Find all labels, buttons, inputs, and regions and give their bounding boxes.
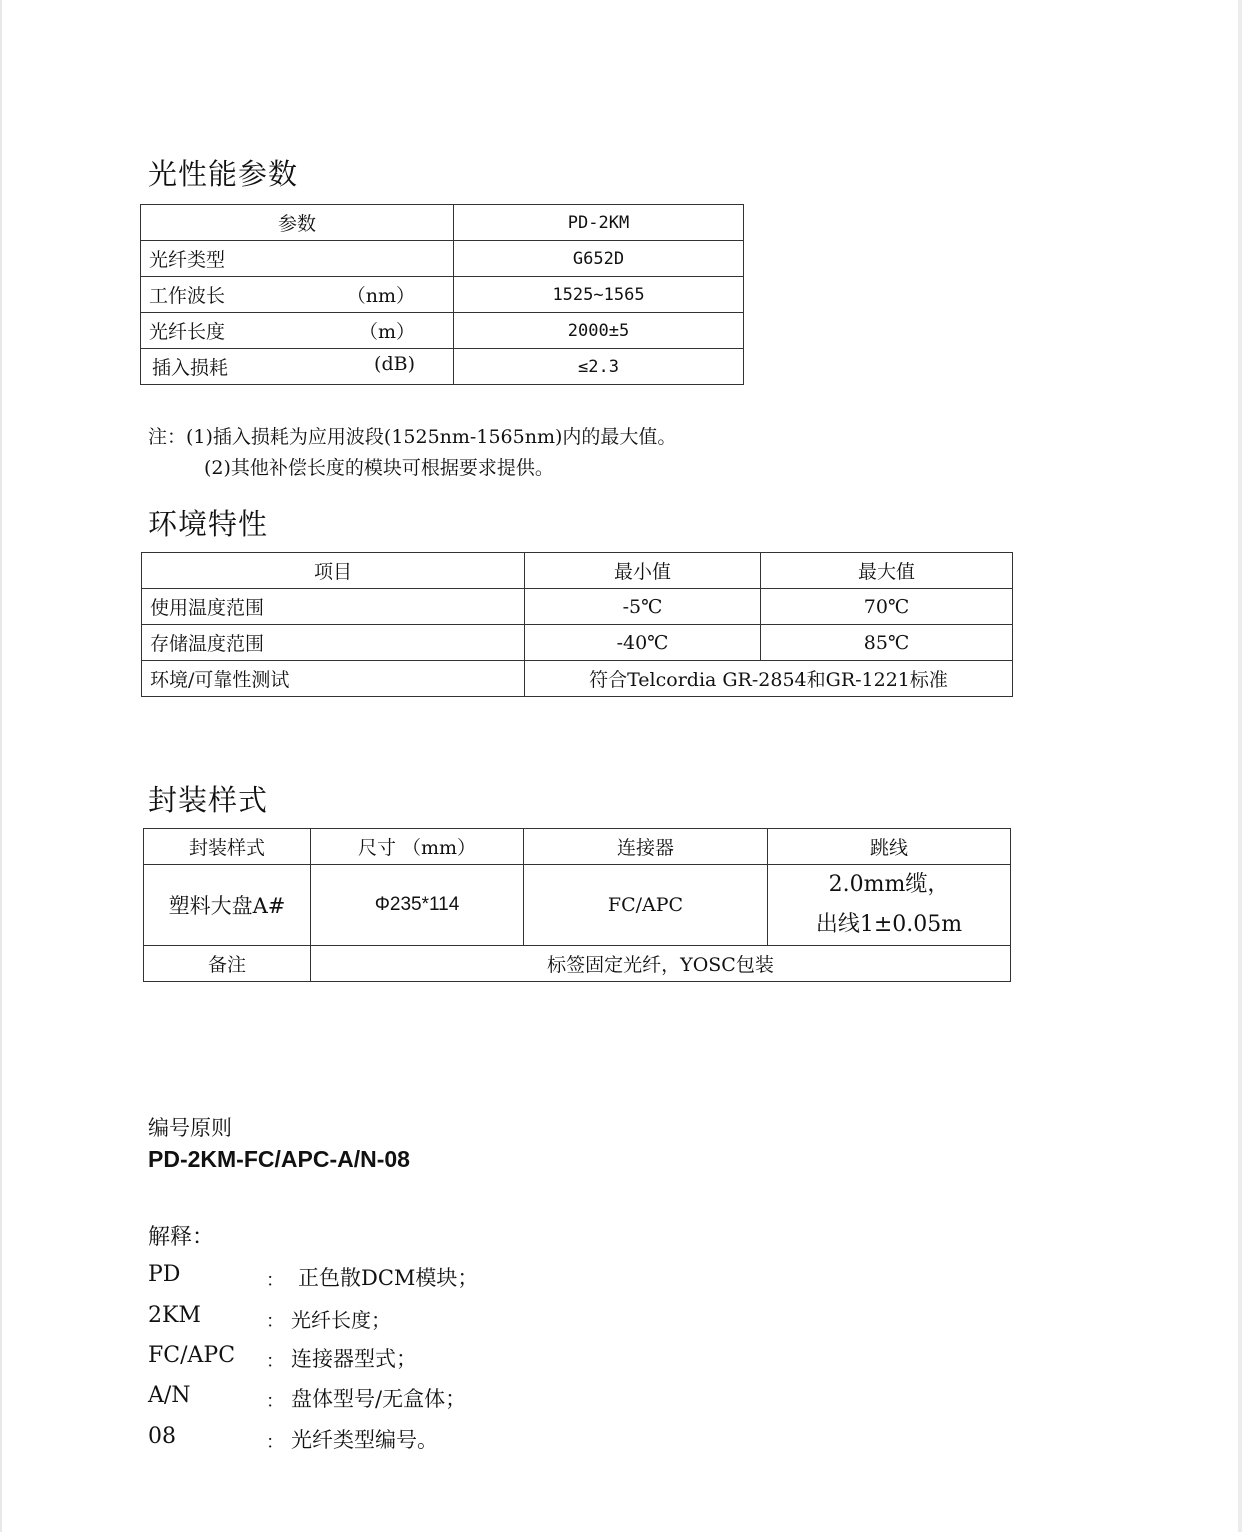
pkg-header-style: 封装样式 (144, 829, 311, 865)
optical-note-2: (2)其他补偿长度的模块可根据要求提供。 (204, 457, 554, 479)
env-min: -40℃ (525, 625, 761, 661)
table-row (142, 625, 1013, 661)
explanation-key: FC/APC (148, 1343, 236, 1368)
param-unit: (dB) (374, 353, 415, 375)
explanation-colon: ： (266, 1270, 284, 1291)
optical-row-name (141, 313, 454, 349)
environment-section-title: 环境特性 (148, 507, 269, 541)
explanation-value: 光纤类型编号。 (291, 1428, 438, 1452)
table-row (142, 589, 1013, 625)
table-row (144, 829, 1011, 865)
table-row (142, 661, 1013, 697)
explanation-value: 盘体型号/无盒体； (291, 1387, 467, 1411)
table-row (144, 865, 1011, 946)
pkg-size: Φ235*114 (311, 865, 524, 946)
env-max: 70℃ (761, 589, 1013, 625)
optical-row-name (141, 349, 454, 385)
env-max: 85℃ (761, 625, 1013, 661)
env-test-value: 符合Telcordia GR-2854和GR-1221标准 (525, 661, 1013, 697)
explanation-key: PD (148, 1262, 181, 1287)
optical-table (140, 204, 744, 385)
table-row (142, 553, 1013, 589)
env-item: 环境/可靠性测试 (142, 661, 525, 697)
optical-note-1: 注：(1)插入损耗为应用波段(1525nm-1565nm)内的最大值。 (148, 426, 677, 448)
env-min: -5℃ (525, 589, 761, 625)
table-row (141, 313, 744, 349)
explanation-colon: ： (266, 1432, 284, 1453)
explanation-value: 光纤长度； (291, 1308, 391, 1332)
explanation-value: 正色散DCM模块； (298, 1266, 479, 1290)
pkg-jumper (768, 865, 1011, 946)
optical-row-name (141, 277, 454, 313)
param-value: 1525~1565 (454, 277, 744, 313)
explanation-colon: ： (266, 1391, 284, 1412)
pkg-remark-value: 标签固定光纤，YOSC包装 (311, 946, 1011, 982)
page-left-edge (0, 0, 2, 1532)
param-name: 光纤长度 (149, 321, 226, 343)
explanation-title: 解释： (148, 1225, 215, 1250)
param-name: 插入损耗 (152, 357, 229, 379)
pkg-style: 塑料大盘A# (144, 865, 311, 946)
pkg-remark-label: 备注 (144, 946, 311, 982)
table-row (141, 241, 744, 277)
env-item: 存储温度范围 (142, 625, 525, 661)
pkg-header-connector: 连接器 (524, 829, 768, 865)
table-row (141, 277, 744, 313)
pkg-header-size: 尺寸 （mm） (311, 829, 524, 865)
explanation-key: A/N (148, 1383, 191, 1408)
table-row (141, 349, 744, 385)
param-value: 2000±5 (454, 313, 744, 349)
optical-header-model: PD-2KM (454, 205, 744, 241)
pkg-jumper-line-1: 2.0mm缆， (828, 872, 950, 897)
env-header-item: 项目 (142, 553, 525, 589)
param-value: ≤2.3 (454, 349, 744, 385)
explanation-key: 08 (148, 1424, 176, 1449)
environment-table (141, 552, 1013, 697)
optical-section-title: 光性能参数 (148, 157, 299, 191)
pkg-jumper-line-2: 出线1±0.05m (815, 912, 963, 937)
numbering-title: 编号原则 (148, 1116, 232, 1140)
param-name: 工作波长 (149, 285, 226, 307)
numbering-code: PD-2KM-FC/APC-A/N-08 (148, 1146, 410, 1172)
explanation-value: 连接器型式； (291, 1347, 417, 1371)
env-item: 使用温度范围 (142, 589, 525, 625)
env-header-min: 最小值 (525, 553, 761, 589)
optical-row-name (141, 241, 454, 277)
pkg-header-jumper: 跳线 (768, 829, 1011, 865)
page-right-edge (1238, 0, 1242, 1532)
param-value: G652D (454, 241, 744, 277)
package-section-title: 封装样式 (148, 783, 269, 817)
param-unit: （nm） (346, 285, 415, 307)
explanation-colon: ： (266, 1311, 284, 1332)
pkg-connector: FC/APC (524, 865, 768, 946)
table-row (141, 205, 744, 241)
explanation-key: 2KM (148, 1303, 201, 1328)
param-unit: （m） (358, 321, 415, 343)
table-row (144, 946, 1011, 982)
explanation-colon: ： (266, 1351, 284, 1372)
package-table (143, 828, 1011, 982)
optical-header-param: 参数 (141, 205, 454, 241)
param-name: 光纤类型 (149, 249, 226, 271)
env-header-max: 最大值 (761, 553, 1013, 589)
